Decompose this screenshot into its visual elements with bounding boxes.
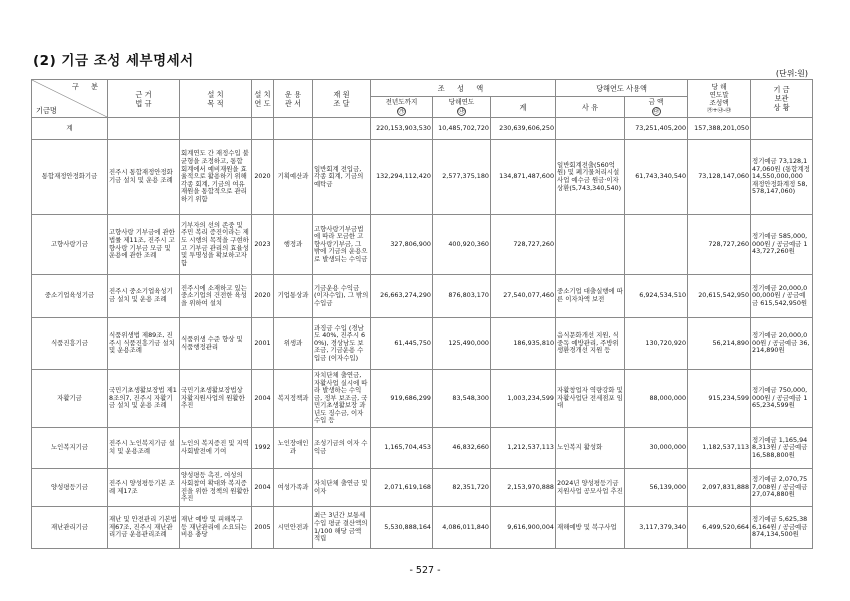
fund-purpose: 진주시에 소재하고 있는 중소기업의 건전한 육성을 위하여 설치 — [180, 275, 252, 318]
fund-amount: 6,924,534,510 — [625, 275, 688, 318]
header-balance — [688, 80, 751, 118]
header-amount — [625, 97, 688, 118]
empty-cell — [108, 118, 180, 140]
fund-total: 1,003,234,599 — [491, 370, 556, 428]
header-corner-top: 구 분 — [71, 82, 103, 91]
fund-storage: 정기예금 1,165,948,313원 / 공금예금 16,588,800원 — [751, 428, 813, 469]
table-row — [32, 275, 813, 318]
fund-storage: 정기예금 2,070,757,008원 / 공금예금 27,074,880원 — [751, 469, 813, 507]
table-row — [32, 469, 813, 507]
fund-year: 2004 — [252, 370, 274, 428]
fund-reason: 일반회계전출(560억원) 및 폐기물처리시설사업 예수금 원금·이자상환(5,743,340,540) — [556, 140, 625, 215]
empty-cell — [313, 118, 371, 140]
fund-curr: 400,920,360 — [433, 215, 491, 275]
fund-purpose: 식품위생 수준 향상 및 식품행정관리 — [180, 318, 252, 370]
fund-name: 중소기업육성기금 — [32, 275, 108, 318]
fund-total: 2,153,970,888 — [491, 469, 556, 507]
fund-prev: 26,663,274,290 — [371, 275, 433, 318]
header-prev-mark: ㉮ — [398, 108, 405, 115]
fund-composition-table — [31, 79, 813, 549]
fund-purpose: 재난 예방 및 피해복구 등 재난관리에 소요되는 비용 충당 — [180, 507, 252, 549]
fund-name: 재난관리기금 — [32, 507, 108, 549]
fund-name: 노인복지기금 — [32, 428, 108, 469]
fund-purpose: 회계연도 간 재정수입 불균형을 조정하고, 통합 회계에서 예비재원을 효율적으로 활용하기 위해 각종 회계, 기금의 여유재원을 통합적으로 관리하기 위함 — [180, 140, 252, 215]
fund-reason: 음식문화개선 지원, 식중독 예방관리, 주방위생환경개선 지원 등 — [556, 318, 625, 370]
fund-purpose: 양성평등 촉진, 여성의 사회참여 확대와 복지증진을 위한 정책의 원활한 추진 — [180, 469, 252, 507]
fund-storage: 정기예금 20,000,000,000원 / 공금예금 615,542,950원 — [751, 275, 813, 318]
table-row — [32, 507, 813, 549]
header-total: 계 — [491, 97, 556, 118]
page-number: - 527 - — [409, 565, 441, 576]
fund-dept: 기업통상과 — [274, 275, 313, 318]
table-row — [32, 318, 813, 370]
header-balance-formula: ㉮+㉯-㉰ — [706, 107, 732, 114]
total-amount: 73,251,405,200 — [625, 118, 688, 140]
fund-reason — [556, 215, 625, 275]
fund-curr: 125,490,000 — [433, 318, 491, 370]
fund-purpose: 국민기초생활보장법상 자활지원사업의 원활한 추진 — [180, 370, 252, 428]
fund-name: 고향사랑기금 — [32, 215, 108, 275]
total-total: 230,639,606,250 — [491, 118, 556, 140]
fund-amount — [625, 215, 688, 275]
fund-prev: 132,294,112,420 — [371, 140, 433, 215]
header-usage: 당해연도 사용액 — [556, 80, 688, 97]
header-dept: 운 용 관 서 — [274, 80, 313, 118]
unit-label: (단위:원) — [775, 69, 808, 78]
empty-cell — [180, 118, 252, 140]
fund-year: 2020 — [252, 140, 274, 215]
fund-reason: 자활창업자 역량강화 및 자활사업단 전세점포 임대 — [556, 370, 625, 428]
total-prev: 220,153,903,530 — [371, 118, 433, 140]
header-storage: 기 금 보관 상 황 — [751, 80, 813, 118]
header-prev — [371, 97, 433, 118]
fund-year: 2005 — [252, 507, 274, 549]
header-amount-label: 금 액 — [648, 98, 664, 106]
fund-source: 자치단체 출연금, 자활사업 실시에 따라 발생하는 수익금, 정부 보조금, 국민기초생활보장 과년도 징수금, 이자수입 등 — [313, 370, 371, 428]
fund-curr: 2,577,375,180 — [433, 140, 491, 215]
fund-dept: 시민안전과 — [274, 507, 313, 549]
fund-amount: 130,720,920 — [625, 318, 688, 370]
fund-year: 2020 — [252, 275, 274, 318]
total-row — [32, 118, 813, 140]
fund-name: 양성평등기금 — [32, 469, 108, 507]
table-row — [32, 215, 813, 275]
fund-total: 9,616,900,004 — [491, 507, 556, 549]
fund-total: 728,727,260 — [491, 215, 556, 275]
fund-dept: 여성가족과 — [274, 469, 313, 507]
fund-prev: 327,806,900 — [371, 215, 433, 275]
header-law: 근 거 법 규 — [108, 80, 180, 118]
fund-curr: 82,351,720 — [433, 469, 491, 507]
fund-balance: 915,234,599 — [688, 370, 751, 428]
table-row — [32, 370, 813, 428]
header-balance-label: 당 해 연도말 조성액 — [709, 82, 729, 107]
fund-source: 고향사랑기부금법에 따라 모금한 고향사랑기부금, 그 밖에 기금의 운용으로 발생되는 수익금 — [313, 215, 371, 275]
header-corner-bottom: 기금명 — [36, 106, 57, 115]
fund-balance: 73,128,147,060 — [688, 140, 751, 215]
fund-balance: 20,615,542,950 — [688, 275, 751, 318]
fund-source: 최근 3년간 보통세 수입 평균 결산액의 1/100 해당 금액 적립 — [313, 507, 371, 549]
fund-purpose: 기부자의 선의 존중 및 주민 복리 증진이라는 제도 시행의 목적을 구현하고 기부금 관리의 효율성 및 투명성을 확보하고자 함 — [180, 215, 252, 275]
header-year: 설 치 연 도 — [252, 80, 274, 118]
fund-storage: 정기예금 73,128,147,060원 (통합계정 14,550,000,000 재정안정화계정 58,578,147,060) — [751, 140, 813, 215]
fund-prev: 1,165,704,453 — [371, 428, 433, 469]
fund-dept: 복지정책과 — [274, 370, 313, 428]
total-balance: 157,388,201,050 — [688, 118, 751, 140]
fund-law: 국민기초생활보장법 제18조의7, 진주시 자활기금 설치 및 운용 조례 — [108, 370, 180, 428]
fund-prev: 61,445,750 — [371, 318, 433, 370]
fund-balance: 56,214,890 — [688, 318, 751, 370]
header-curr-label: 당해연도 — [448, 98, 475, 106]
empty-cell — [252, 118, 274, 140]
header-source: 재 원 조 달 — [313, 80, 371, 118]
fund-amount: 61,743,340,540 — [625, 140, 688, 215]
fund-source: 과징금 수입 (경남도 40%, 진주시 60%), 경상남도 보조금, 기금운용 수입금 (이자수입) — [313, 318, 371, 370]
fund-year: 2023 — [252, 215, 274, 275]
fund-storage: 정기예금 20,000,000원 / 공금예금 36,214,890원 — [751, 318, 813, 370]
empty-cell — [556, 118, 625, 140]
header-corner — [32, 80, 108, 118]
fund-dept: 기획예산과 — [274, 140, 313, 215]
fund-year: 2001 — [252, 318, 274, 370]
fund-storage: 정기예금 5,625,386,164원 / 공금예금 874,134,500원 — [751, 507, 813, 549]
fund-dept: 위생과 — [274, 318, 313, 370]
header-prev-label: 전년도까지 — [385, 98, 418, 106]
header-reason: 사 유 — [556, 97, 625, 118]
fund-curr: 46,832,660 — [433, 428, 491, 469]
fund-prev: 919,686,299 — [371, 370, 433, 428]
empty-cell — [751, 118, 813, 140]
fund-total: 134,871,487,600 — [491, 140, 556, 215]
fund-balance: 2,097,831,888 — [688, 469, 751, 507]
header-amount-mark: ㉰ — [653, 108, 660, 115]
fund-source: 자치단체 출연금 및 이자 — [313, 469, 371, 507]
fund-law: 재난 및 안전관리 기본법 제67조, 진주시 재난관리기금 운용관리조례 — [108, 507, 180, 549]
fund-total: 27,540,077,460 — [491, 275, 556, 318]
fund-reason: 2024년 양성평등기금 지원사업 공모사업 추진 — [556, 469, 625, 507]
fund-amount: 56,139,000 — [625, 469, 688, 507]
fund-source: 조성기금의 이자 수익금 — [313, 428, 371, 469]
total-label: 계 — [32, 118, 108, 140]
fund-reason: 노인복지 활성화 — [556, 428, 625, 469]
fund-law: 진주시 통합재정안정화기금 설치 및 운용 조례 — [108, 140, 180, 215]
fund-dept: 행정과 — [274, 215, 313, 275]
fund-law: 고향사랑 기부금에 관한 법률 제11조, 진주시 고향사랑 기부금 모금 및 운용에 관한 조례 — [108, 215, 180, 275]
fund-total: 1,212,537,113 — [491, 428, 556, 469]
header-curr — [433, 97, 491, 118]
header-raised: 조 성 액 — [371, 80, 556, 97]
fund-amount: 88,000,000 — [625, 370, 688, 428]
fund-amount: 3,117,379,340 — [625, 507, 688, 549]
fund-prev: 5,530,888,164 — [371, 507, 433, 549]
document-title: (2) 기금 조성 세부명세서 — [33, 53, 194, 69]
fund-law: 진주시 노인복지기금 설치 및 운용조례 — [108, 428, 180, 469]
fund-law: 식품위생법 제89조, 진주시 식품진흥기금 설치 및 운용조례 — [108, 318, 180, 370]
fund-law: 진주시 양성평등기본 조례 제17조 — [108, 469, 180, 507]
fund-year: 1992 — [252, 428, 274, 469]
header-curr-mark: ㉯ — [458, 108, 465, 115]
fund-purpose: 노인의 복지증진 및 지역사회발전에 기여 — [180, 428, 252, 469]
fund-dept: 노인장애인과 — [274, 428, 313, 469]
fund-name: 자활기금 — [32, 370, 108, 428]
total-curr: 10,485,702,720 — [433, 118, 491, 140]
table-row — [32, 140, 813, 215]
fund-balance: 1,182,537,113 — [688, 428, 751, 469]
table-row — [32, 428, 813, 469]
fund-reason: 중소기업 대출실행에 따른 이자차액 보전 — [556, 275, 625, 318]
fund-name: 통합재정안정화기금 — [32, 140, 108, 215]
fund-total: 186,935,810 — [491, 318, 556, 370]
fund-reason: 재해예방 및 복구사업 — [556, 507, 625, 549]
fund-law: 진주시 중소기업육성기금 설치 및 운용 조례 — [108, 275, 180, 318]
fund-amount: 30,000,000 — [625, 428, 688, 469]
fund-balance: 6,499,520,664 — [688, 507, 751, 549]
fund-balance: 728,727,260 — [688, 215, 751, 275]
fund-source: 기금운용 수익금 (이자수입), 그 밖의 수입금 — [313, 275, 371, 318]
fund-storage: 정기예금 585,000,000원 / 공금예금 143,727,260원 — [751, 215, 813, 275]
fund-prev: 2,071,619,168 — [371, 469, 433, 507]
fund-curr: 876,803,170 — [433, 275, 491, 318]
fund-curr: 4,086,011,840 — [433, 507, 491, 549]
fund-year: 2004 — [252, 469, 274, 507]
fund-source: 일반회계 전입금, 각종 회계, 기금의 예탁금 — [313, 140, 371, 215]
fund-storage: 정기예금 750,000,000원 / 공금예금 165,234,599원 — [751, 370, 813, 428]
empty-cell — [274, 118, 313, 140]
fund-curr: 83,548,300 — [433, 370, 491, 428]
fund-name: 식품진흥기금 — [32, 318, 108, 370]
header-purpose: 설 치 목 적 — [180, 80, 252, 118]
